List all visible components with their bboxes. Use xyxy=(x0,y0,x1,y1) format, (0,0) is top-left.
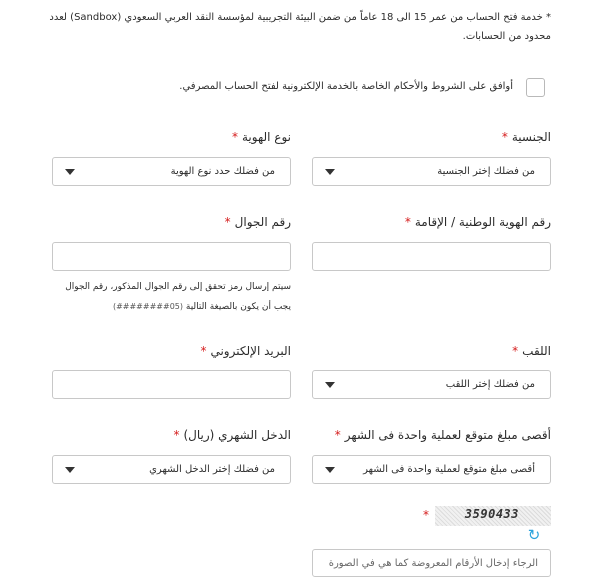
id-type-select-value: من فضلك حدد نوع الهوية xyxy=(170,166,275,177)
nationality-select[interactable] xyxy=(312,157,551,186)
mobile-input[interactable] xyxy=(52,242,291,271)
title-select[interactable] xyxy=(312,370,551,399)
max-amount-select[interactable] xyxy=(312,455,551,484)
title-label: اللقب* xyxy=(512,344,551,358)
max-amount-label: أقصى مبلغ متوقع لعملية واحدة فى الشهر* xyxy=(334,428,551,442)
title-select-value: من فضلك إختر اللقب xyxy=(445,379,535,390)
captcha-required-mark: * xyxy=(423,508,429,522)
monthly-income-select[interactable] xyxy=(52,455,291,484)
captcha-input-placeholder: الرجاء إدخال الأرقام المعروضة كما هي في الصورة xyxy=(328,558,538,569)
id-type-select[interactable] xyxy=(52,157,291,186)
chevron-down-icon xyxy=(65,467,75,473)
notice-text: * خدمة فتح الحساب من عمر 15 الى 18 عاماً من ضمن البيئة التجريبية لمؤسسة النقد العربي السعودي (Sandbox) لعدد محدود من الحسابات. xyxy=(49,12,551,42)
national-id-label: رقم الهوية الوطنية / الإقامة* xyxy=(404,215,551,229)
nationality-label: الجنسية* xyxy=(501,130,551,144)
captcha-input[interactable] xyxy=(312,549,551,577)
agreement-label: أوافق على الشروط والأحكام الخاصة بالخدمة الإلكترونية لفتح الحساب المصرفي. xyxy=(179,81,513,92)
monthly-income-label: الدخل الشهري (ريال)* xyxy=(173,428,291,442)
mobile-label: رقم الجوال* xyxy=(224,215,291,229)
email-label: البريد الإلكتروني* xyxy=(200,344,291,358)
chevron-down-icon xyxy=(325,382,335,388)
captcha xyxy=(421,504,551,528)
captcha-code: 3590433 xyxy=(464,507,519,521)
mobile-hint-text: سيتم إرسال رمز تحقق إلى رقم الجوال المذكور، رقم الجوال يجب أن يكون بالصيغة التالية xyxy=(65,282,291,312)
id-type-label: نوع الهوية* xyxy=(231,130,291,144)
agreement-row xyxy=(85,78,545,98)
refresh-icon[interactable]: ↻ xyxy=(527,526,541,544)
chevron-down-icon xyxy=(325,467,335,473)
mobile-hint xyxy=(46,277,291,317)
chevron-down-icon xyxy=(65,169,75,175)
chevron-down-icon xyxy=(325,169,335,175)
monthly-income-select-value: من فضلك إختر الدخل الشهري xyxy=(149,464,275,475)
nationality-select-value: من فضلك إختر الجنسية xyxy=(437,166,535,177)
agreement-checkbox[interactable] xyxy=(526,78,545,97)
national-id-input[interactable] xyxy=(312,242,551,271)
mobile-hint-format: (05########) xyxy=(112,302,184,311)
max-amount-select-value: أقصى مبلغ متوقع لعملية واحدة فى الشهر xyxy=(363,464,535,475)
email-input[interactable] xyxy=(52,370,291,399)
